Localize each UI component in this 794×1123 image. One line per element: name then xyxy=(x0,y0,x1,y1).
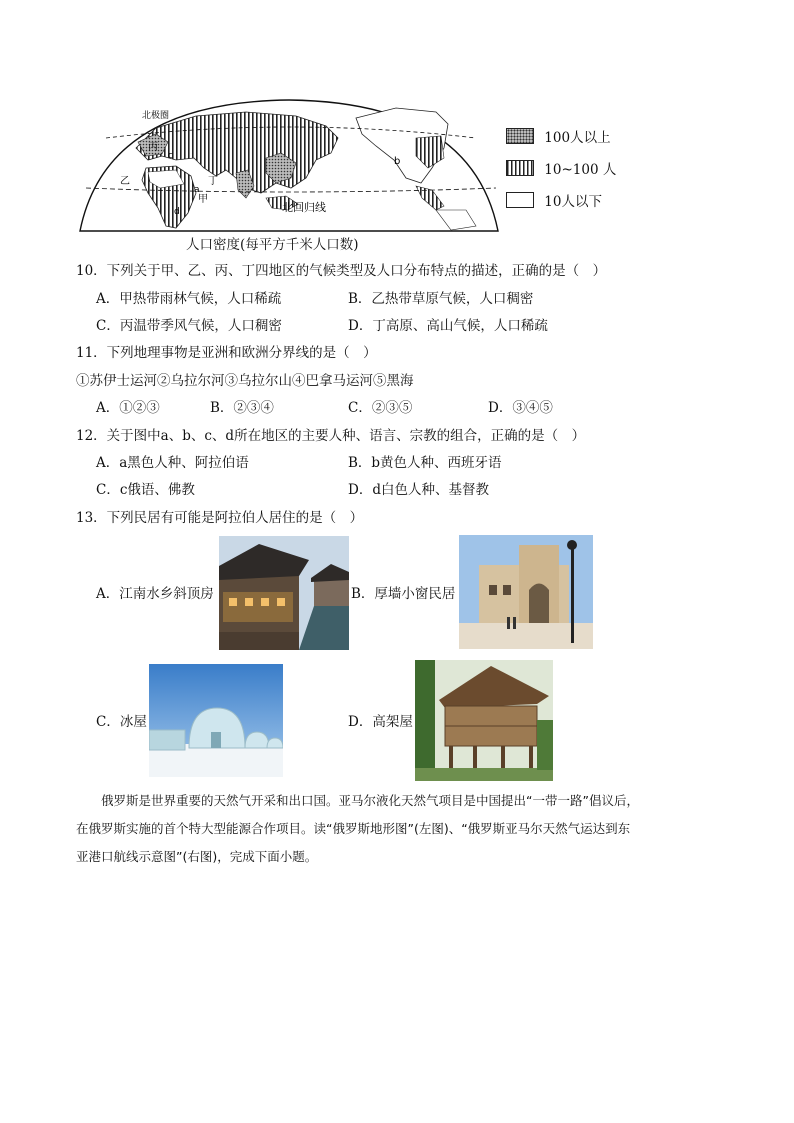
igloo-photo xyxy=(149,664,283,777)
label-b: b xyxy=(394,156,401,167)
q12-option-c[interactable]: C．c俄语、佛教 xyxy=(96,482,195,498)
legend-swatch-blank xyxy=(506,192,534,208)
q12-option-a[interactable]: A．a黑色人种、阿拉伯语 xyxy=(96,455,249,471)
legend-swatch-dots xyxy=(506,128,534,144)
q13-option-c[interactable]: C．冰屋 xyxy=(96,714,147,730)
question-10-stem: 10．下列关于甲、乙、丙、丁四地区的气候类型及人口分布特点的描述，正确的是（ ） xyxy=(76,263,607,279)
question-12-stem: 12．关于图中a、b、c、d所在地区的主要人种、语言、宗教的组合，正确的是（ ） xyxy=(76,428,586,444)
passage-line-1: 俄罗斯是世界重要的天然气开采和出口国。亚马尔液化天然气项目是中国提出“一带一路”倡议后， xyxy=(101,793,639,808)
passage-line-3: 亚港口航线示意图”(右图)，完成下面小题。 xyxy=(76,849,318,864)
q10-option-a[interactable]: A．甲热带雨林气候，人口稀疏 xyxy=(96,291,282,307)
question-11-stem: 11．下列地理事物是亚洲和欧洲分界线的是（ ） xyxy=(76,345,377,361)
question-13-stem: 13．下列民居有可能是阿拉伯人居住的是（ ） xyxy=(76,510,364,526)
legend-item-medium xyxy=(506,158,616,178)
label-yi: 乙 xyxy=(120,176,130,187)
legend-swatch-stripes xyxy=(506,160,534,176)
map-caption: 人口密度(每平方千米人口数) xyxy=(186,237,359,253)
q11-option-d[interactable]: D．③④⑤ xyxy=(488,400,553,416)
legend-label: 10~100 人 xyxy=(544,162,617,178)
label-d: d xyxy=(174,207,180,217)
label-jia: 甲 xyxy=(198,194,208,205)
q10-option-d[interactable]: D．丁高原、高山气候，人口稀疏 xyxy=(348,318,548,334)
label-a: a xyxy=(194,185,200,195)
population-density-map xyxy=(76,98,502,233)
q13-option-d[interactable]: D．高架屋 xyxy=(348,714,413,730)
label-ding: 丁 xyxy=(208,176,218,187)
q12-option-d[interactable]: D．d白色人种、基督教 xyxy=(348,482,489,498)
legend-label: 10人以下 xyxy=(544,194,602,210)
q11-option-b[interactable]: B．②③④ xyxy=(210,400,274,416)
jiangnan-house-photo xyxy=(219,536,349,650)
q10-option-c[interactable]: C．丙温带季风气候，人口稠密 xyxy=(96,318,282,334)
label-arctic-circle: 北极圈 xyxy=(142,111,170,121)
label-tropic-of-cancer: 北回归线 xyxy=(282,201,326,214)
q10-option-b[interactable]: B．乙热带草原气候，人口稠密 xyxy=(348,291,534,307)
q13-option-a[interactable]: A．江南水乡斜顶房 xyxy=(96,586,214,602)
q11-option-c[interactable]: C．②③⑤ xyxy=(348,400,413,416)
stilt-house-photo xyxy=(415,660,553,781)
question-11-items: ①苏伊士运河②乌拉尔河③乌拉尔山④巴拿马运河⑤黑海 xyxy=(76,373,414,389)
label-bing: 丙 xyxy=(148,142,158,153)
q13-option-b[interactable]: B．厚墙小窗民居 xyxy=(351,586,456,602)
legend-item-sparse xyxy=(506,190,602,210)
legend-label: 100人以上 xyxy=(544,130,611,146)
legend-item-dense xyxy=(506,126,611,146)
q12-option-b[interactable]: B．b黄色人种、西班牙语 xyxy=(348,455,502,471)
thick-wall-house-photo xyxy=(459,535,593,649)
world-map-svg xyxy=(76,98,502,233)
label-c: c xyxy=(168,151,173,161)
q11-option-a[interactable]: A．①②③ xyxy=(96,400,160,416)
passage-line-2: 在俄罗斯实施的首个特大型能源合作项目。读“俄罗斯地形图”(左图)、“俄罗斯亚马尔天然气运达到东 xyxy=(76,821,631,836)
